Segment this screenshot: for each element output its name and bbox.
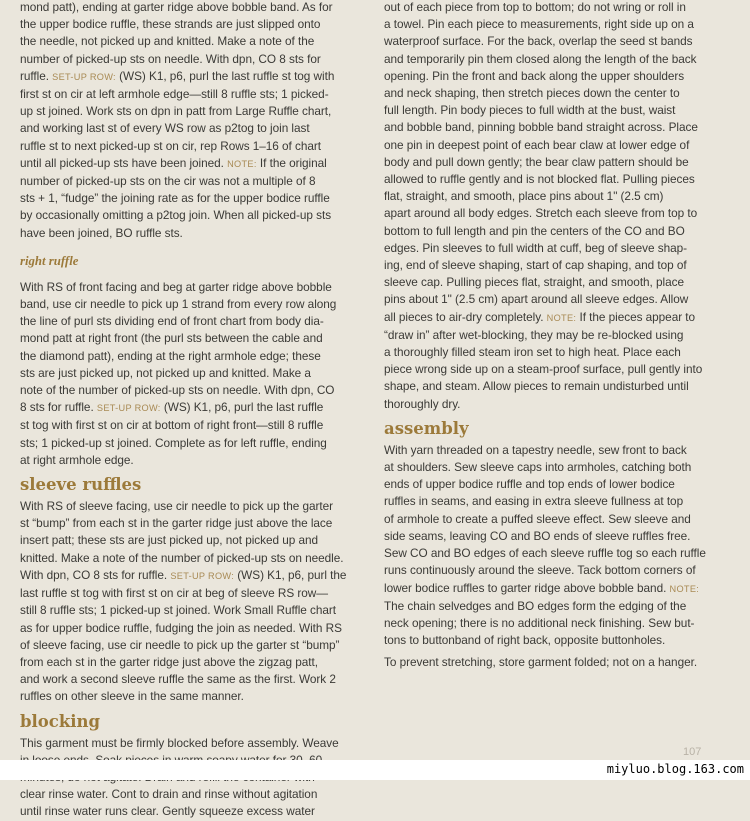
- setup-row-label: SET-UP ROW:: [170, 570, 235, 581]
- right-ruffle-paragraph: [20, 279, 382, 469]
- left-ruffle-paragraph: [20, 0, 382, 242]
- right-column: [384, 0, 730, 672]
- watermark-text: miyluo.blog.163.com: [606, 762, 744, 776]
- blocking-paragraph: This garment must be firmly blocked before assembly. Weave clear rinse water. Cont to drain and rinse without agitation until rinse water runs clear. Gently squeeze excess water: [20, 735, 339, 819]
- sleeve-ruffles-paragraph: [20, 498, 382, 705]
- heading-assembly: assembly: [384, 418, 469, 438]
- text-run: If the pieces appear to “draw in” after wet-blocking, they may be re-blocked using a thoroughly filled steam iron set to high heat. Place each piece wrong side up on a steam-proof surface, pull gently into shape, and steam. Allow pieces to remain undisturbed until thoroughly dry.: [384, 309, 703, 411]
- left-column: [20, 0, 382, 821]
- text-run: (WS) K1, p6, purl the last ruffle st tog with first st on cir at beg of sleeve RS row— still 8 ruffle sts; 1 picked-up st joined. Work Small Ruffle chart as for upper bodice ruffle, fudging the join as needed. With RS of sleeve facing, use cir needle to pick up the garter st “bump” from each st in the garter ridge just above the zigzag patt, and work a second sleeve ruffle the same as the first. Work 2 ruffles on other sleeve in the same manner.: [20, 567, 347, 704]
- heading-blocking: blocking: [20, 711, 101, 731]
- text-run: mond patt), ending at garter ridge above bobble band. As for the upper bodice ruffle, these strands are just slipped onto the needle, not picked up and knitted. Make a note of the number of picked-up sts on needle. With dpn, CO 8 sts for ruffle.: [20, 0, 333, 83]
- note-label: NOTE:: [227, 158, 257, 169]
- heading-sleeve-ruffles: sleeve ruffles: [20, 475, 142, 495]
- text-run: With RS of sleeve facing, use cir needle to pick up the garter st “bump” from each st in the garter ridge just above the lace insert patt; these sts are just picked up, not picked up and knitted. Make a note of the number of picked-up sts on needle. With dpn, CO 8 sts for ruffle.: [20, 499, 344, 582]
- assembly-paragraph: [384, 442, 730, 649]
- setup-row-label: SET-UP ROW:: [96, 403, 161, 414]
- storage-paragraph: To prevent stretching, store garment folded; not on a hanger.: [384, 655, 698, 670]
- heading-right-ruffle: right ruffle: [20, 253, 79, 268]
- text-run: The chain selvedges and BO edges form the edging of the neck opening; there is no additional neck finishing. Sew but- tons to buttonband of right back, opposite buttonholes.: [384, 598, 695, 648]
- watermark-bar: [0, 760, 750, 780]
- text-run: With yarn threaded on a tapestry needle, sew front to back at shoulders. Sew sleeve caps into armholes, catching both ends of upper bodice ruffle and top ends of lower bodice ruffles in seams, and easing in extra sleeve fullness at top of armhole to create a puffed sleeve effect. Sew sleeve and side seams, leaving CO and BO ends of sleeve ruffles free. Sew CO and BO edges of each sleeve ruffle tog so each ruffle runs continuously around the sleeve. Tack bottom corners of lower bodice ruffles to garter ridge above bobble band.: [384, 442, 706, 595]
- setup-row-label: SET-UP ROW:: [52, 71, 116, 82]
- page-number: 107: [683, 746, 702, 758]
- text-run: (WS) K1, p6, purl the last ruffle st tog with first st on cir at bottom of right front—still 8 ruffle sts; 1 picked-up st joined. Complete as for left ruffle, ending at right armhole edge.: [20, 400, 327, 467]
- text-run: If the original number of picked-up sts on the cir was not a multiple of 8 sts + 1, “fudge” the joining rate as for the upper bodice ruffle by occasionally omitting a p2tog join. When all picked-up sts have been joined, BO ruffle sts.: [20, 155, 332, 240]
- text-run: out of each piece from top to bottom; do not wring or roll in a towel. Pin each piece to measurements, right side up on a waterproof surface. For the back, overlap the seed st bands and temporarily pin them closed along the length of the back opening. Pin the front and back along the upper shoulders and neck shaping, then stretch pieces down the center to full length. Pin body pieces to full width at the bust, waist and bobble band, pinning bobble band straight across. Place one pin in deepest point of each bear claw at lower edge of body and pull down gently; the bear claw pattern should be allowed to ruffle gently and is not blocked flat. Pulling pieces flat, straight, and smooth, place pins about 1" (2.5 cm) apart around all body edges. Stretch each sleeve from top to bottom to full length and pin the centers of the CO and BO edges. Pin sleeves to full width at cuff, beg of sleeve shap- ing, end of sleeve shaping, start of cap shaping, and top of sleeve cap. Pulling pieces flat, straight, and smooth, place pins about 1" (2.5 cm) apart around all sleeve edges. Allow all pieces to air-dry completely.: [384, 0, 698, 324]
- blocking-continued-paragraph: [384, 0, 730, 413]
- text-run: (WS) K1, p6, purl the last ruffle st tog with first st on cir at left armhole edge—still 8 ruffle sts; 1 picked- up st joined. Work sts on dpn in patt from Large Ruffle chart, and working last st of every WS row as p2tog to join last ruffle st to next picked-up st on cir, rep Rows 1–16 of chart until all picked-up sts have been joined.: [20, 68, 335, 170]
- note-label: NOTE:: [546, 312, 577, 323]
- note-label: NOTE:: [669, 583, 700, 594]
- text-run: With RS of front facing and beg at garter ridge above bobble band, use cir needle to pick up 1 strand from every row along the line of purl sts dividing end of front chart from body dia- mond patt at right front (the purl sts between the cable and the diamond patt), ending at the right armhole edge; these sts are just picked up, not picked up and knitted. Make a note of the number of picked-up sts on needle. With dpn, CO 8 sts for ruffle.: [20, 279, 337, 415]
